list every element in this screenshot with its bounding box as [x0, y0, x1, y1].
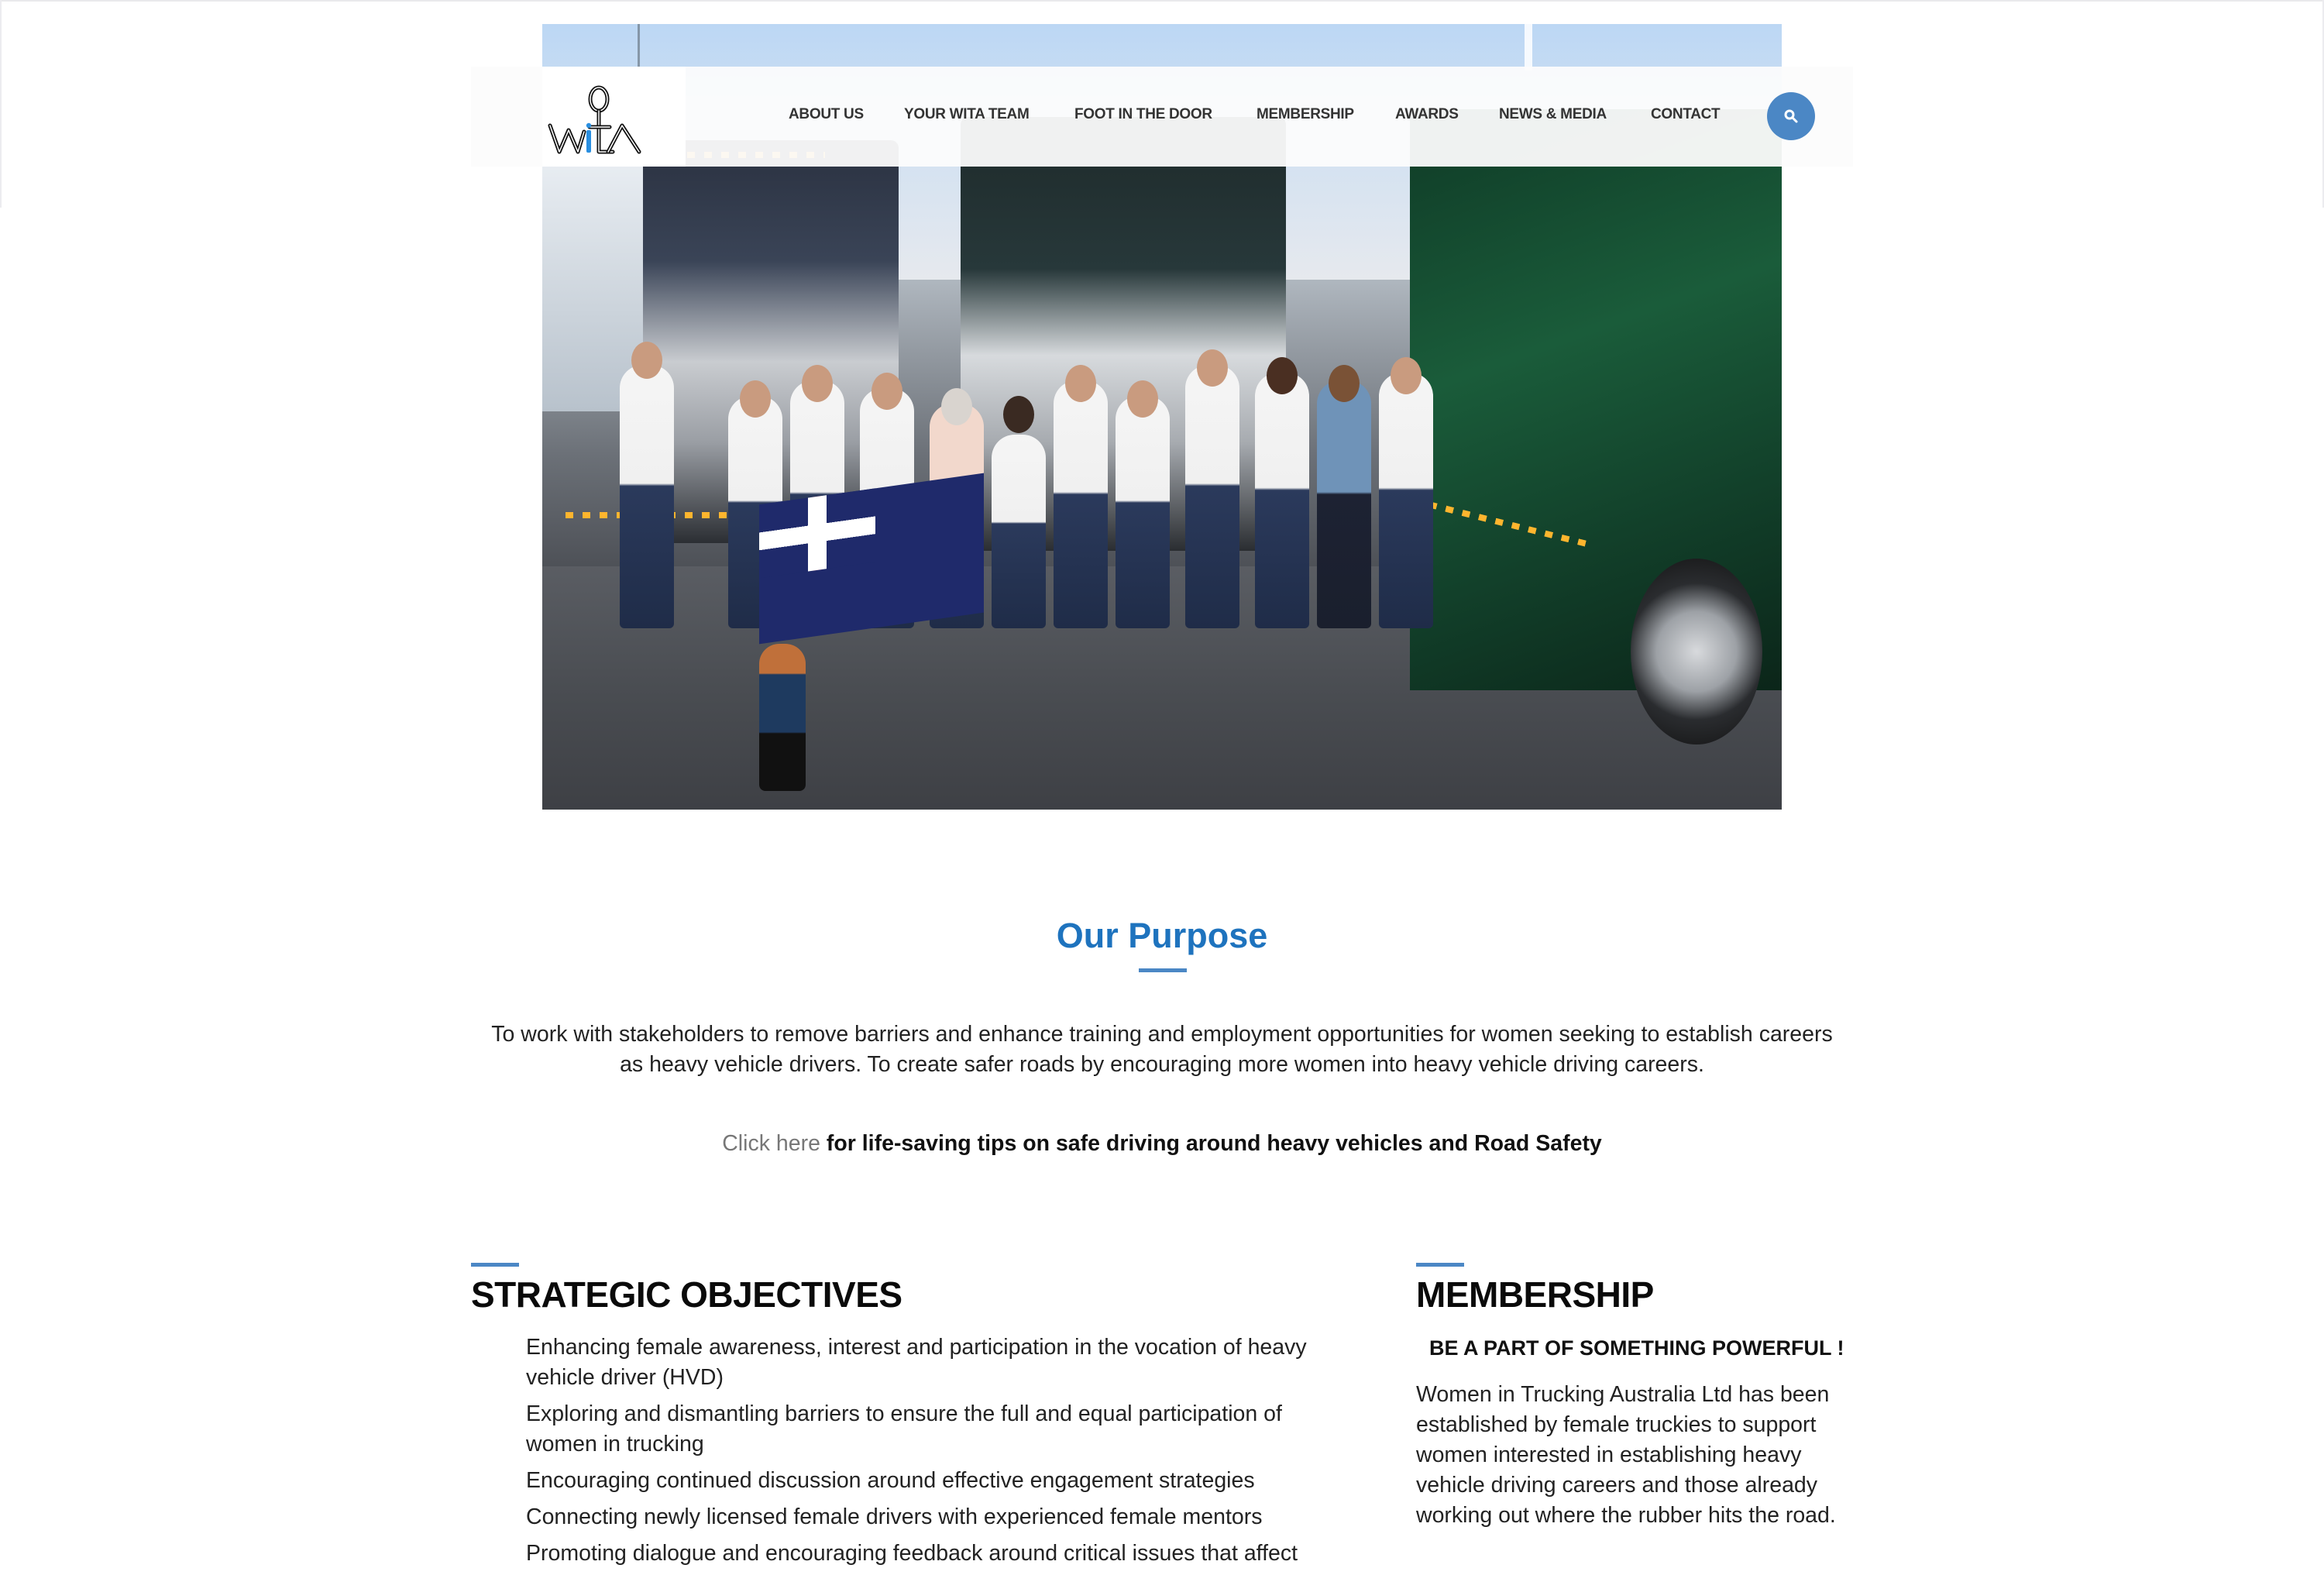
objective-item: Encouraging continued discussion around effective engagement strategies — [526, 1468, 1255, 1493]
road-safety-text: for life-saving tips on safe driving around heavy vehicles and Road Safety — [820, 1131, 1602, 1156]
window-left-border — [0, 0, 2, 208]
objective-item: Promoting dialogue and encouraging feedback around critical issues that affect — [526, 1541, 1298, 1566]
hero-truck-wheel — [1631, 559, 1762, 745]
window-top-border — [0, 0, 2324, 2]
nav-about-us[interactable]: ABOUT US — [789, 106, 864, 122]
wita-logo[interactable] — [548, 85, 644, 155]
nav-contact[interactable]: CONTACT — [1651, 106, 1721, 122]
membership-text: Women in Trucking Australia Ltd has been established by female truckies to support women interested in establishing heavy vehicle driving careers and those already working out where the rubber hits the road. — [1416, 1382, 1836, 1528]
hero-child — [759, 644, 806, 791]
purpose-title-underline — [1139, 968, 1187, 972]
road-safety-line — [0, 1129, 2324, 1159]
purpose-text: To work with stakeholders to remove barriers and enhance training and employment opportunities for women seeking to establish careers as heavy vehicle drivers. To create safer roads by encouraging more women into heavy vehicle driving careers. — [491, 1022, 1833, 1077]
search-button[interactable] — [1767, 92, 1815, 140]
nav-news-media[interactable]: NEWS & MEDIA — [1499, 106, 1607, 122]
nav-membership[interactable]: MEMBERSHIP — [1257, 106, 1354, 122]
nav-your-wita-team[interactable]: YOUR WITA TEAM — [904, 106, 1030, 122]
hero-group-of-women — [604, 349, 1456, 628]
strategic-objectives-list — [526, 1333, 1347, 1575]
strategic-objectives-heading: STRATEGIC OBJECTIVES — [471, 1274, 902, 1315]
objective-item: Enhancing female awareness, interest and participation in the vocation of heavy vehicle driver (HVD) — [526, 1335, 1307, 1390]
nav-foot-in-the-door[interactable]: FOOT IN THE DOOR — [1074, 106, 1212, 122]
nav-awards[interactable]: AWARDS — [1395, 106, 1459, 122]
strategic-heading-bar — [471, 1263, 519, 1267]
membership-heading: MEMBERSHIP — [1416, 1274, 1654, 1315]
purpose-title: Our Purpose — [1056, 916, 1268, 955]
hero-antenna — [638, 24, 640, 70]
membership-tagline: BE A PART OF SOMETHING POWERFUL ! — [1429, 1336, 1844, 1360]
membership-heading-bar — [1416, 1263, 1464, 1267]
objective-item: Connecting newly licensed female drivers with experienced female mentors — [526, 1505, 1263, 1529]
search-icon — [1783, 108, 1799, 124]
hero-pole — [1525, 24, 1532, 70]
objective-item: Exploring and dismantling barriers to ensure the full and equal participation of women in trucking — [526, 1401, 1282, 1456]
road-safety-link[interactable]: Click here — [722, 1131, 820, 1156]
